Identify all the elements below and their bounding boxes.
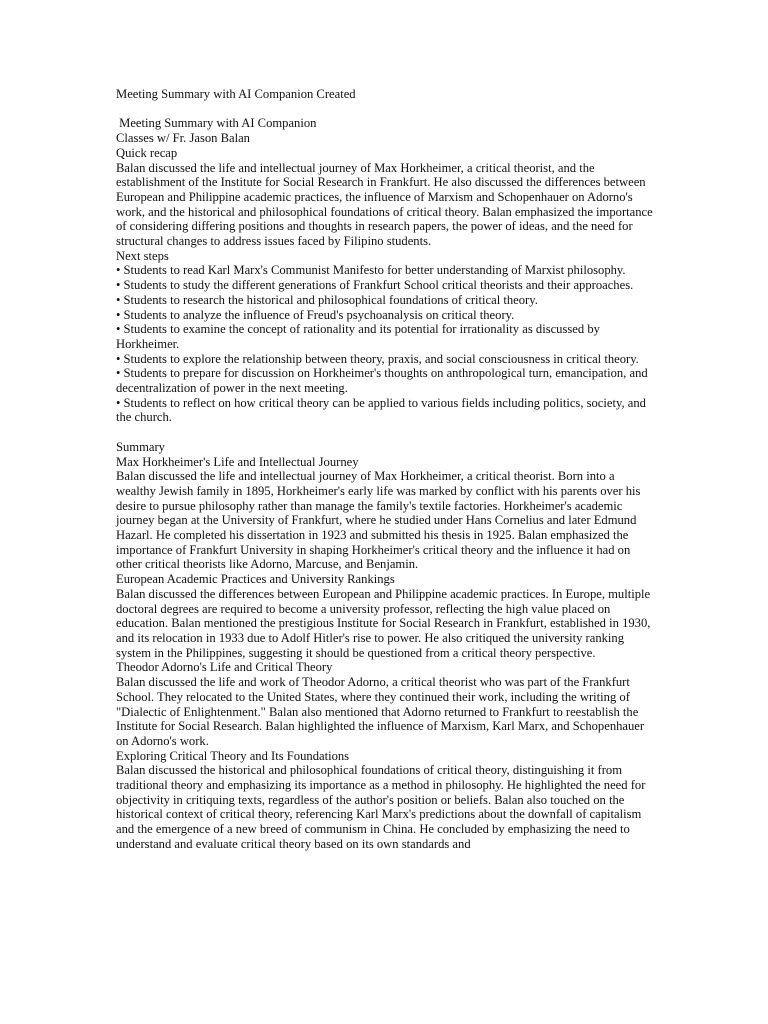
- next-step-item: • Students to examine the concept of rationality and its potential for irrationality as discussed by Horkheimer.: [116, 322, 600, 351]
- section-text: Balan discussed the differences between European and Philippine academic practices. In Europe, multiple doctoral degrees are required to become a university professor, reflecting the high value placed on education. Balan mentioned the prestigious Institute for Social Research in Frankfurt, established in 1930, and its relocation in 1933 due to Adolf Hitler's rise to power. He also critiqued the university ranking system in the Philippines, suggesting it should be questioned from a critical theory perspective.: [116, 586, 651, 660]
- next-step-item: • Students to research the historical and philosophical foundations of critical theory.: [116, 292, 538, 307]
- section-heading: Exploring Critical Theory and Its Foundations: [116, 748, 350, 763]
- next-steps-heading: Next steps: [116, 248, 169, 263]
- class-line: Classes w/ Fr. Jason Balan: [116, 131, 250, 146]
- next-step-item: • Students to explore the relationship between theory, praxis, and social consciousness in critical theory.: [116, 351, 639, 366]
- summary-heading: Summary: [116, 439, 165, 454]
- recap-text: Balan discussed the life and intellectual journey of Max Horkheimer, a critical theorist, and the establishment of the Institute for Social Research in Frankfurt. He also discussed the differences between European and Philippine academic practices, the influence of Marxism and Schopenhauer on Adorno's work, and the historical and philosophical foundations of critical theory. Balan emphasized the importance of considering differing positions and thoughts in research papers, the power of ideas, and the need for structural changes to address issues faced by Filipino students.: [116, 160, 653, 249]
- recap-heading: Quick recap: [116, 145, 178, 160]
- document-page: [116, 87, 654, 852]
- section-heading: Theodor Adorno's Life and Critical Theory: [116, 660, 333, 675]
- next-step-item: • Students to read Karl Marx's Communist Manifesto for better understanding of Marxist philosophy.: [116, 263, 626, 278]
- next-step-item: • Students to prepare for discussion on Horkheimer's thoughts on anthropological turn, emancipation, and decentralization of power in the next meeting.: [116, 366, 648, 396]
- next-step-item: • Students to reflect on how critical theory can be applied to various fields including politics, society, and the church.: [116, 395, 646, 425]
- next-steps-list: [116, 263, 654, 425]
- meeting-header-title: Meeting Summary with AI Companion: [116, 116, 317, 131]
- blank-line: [116, 425, 654, 440]
- section-text: Balan discussed the life and intellectual journey of Max Horkheimer, a critical theorist. Born into a wealthy Jewish family in 1895, Horkheimer's early life was marked by conflict with his parents over his desire to pursue philosophy rather than manage the family's textile factories. Horkheimer's academic journey began at the University of Frankfurt, where he studied under Hans Cornelius and later Edmund Hazarl. He completed his dissertation in 1923 and submitted his thesis in 1925. Balan emphasized the importance of Frankfurt University in shaping Horkheimer's critical theory and the influence it had on other critical theorists like Adorno, Marcuse, and Benjamin.: [116, 469, 641, 572]
- section-heading: Max Horkheimer's Life and Intellectual Journey: [116, 454, 359, 469]
- section-text: Balan discussed the life and work of Theodor Adorno, a critical theorist who was part of the Frankfurt School. They relocated to the United States, where they continued their work, including the writing of "Dialectic of Enlightenment." Balan also mentioned that Adorno returned to Frankfurt to reestablish the Institute for Social Research. Balan highlighted the influence of Marxism, Karl Marx, and Schopenhauer on Adorno's work.: [116, 675, 645, 748]
- section-text: Balan discussed the historical and philosophical foundations of critical theory, distinguishing it from traditional theory and emphasizing its importance as a method in philosophy. He highlighted the need for objectivity in critiquing texts, regardless of the author's position or beliefs. Balan also touched on the historical context of critical theory, referencing Karl Marx's predictions about the downfall of capitalism and the emergence of a new breed of communism in China. He concluded by emphasizing the need to understand and evaluate critical theory based on its own standards and: [116, 763, 646, 851]
- next-step-item: • Students to analyze the influence of Freud's psychoanalysis on critical theory.: [116, 307, 515, 322]
- next-step-item: • Students to study the different generations of Frankfurt School critical theorists and their approaches.: [116, 278, 634, 293]
- section-heading: European Academic Practices and University Rankings: [116, 572, 395, 587]
- document-title: Meeting Summary with AI Companion Created: [116, 87, 356, 101]
